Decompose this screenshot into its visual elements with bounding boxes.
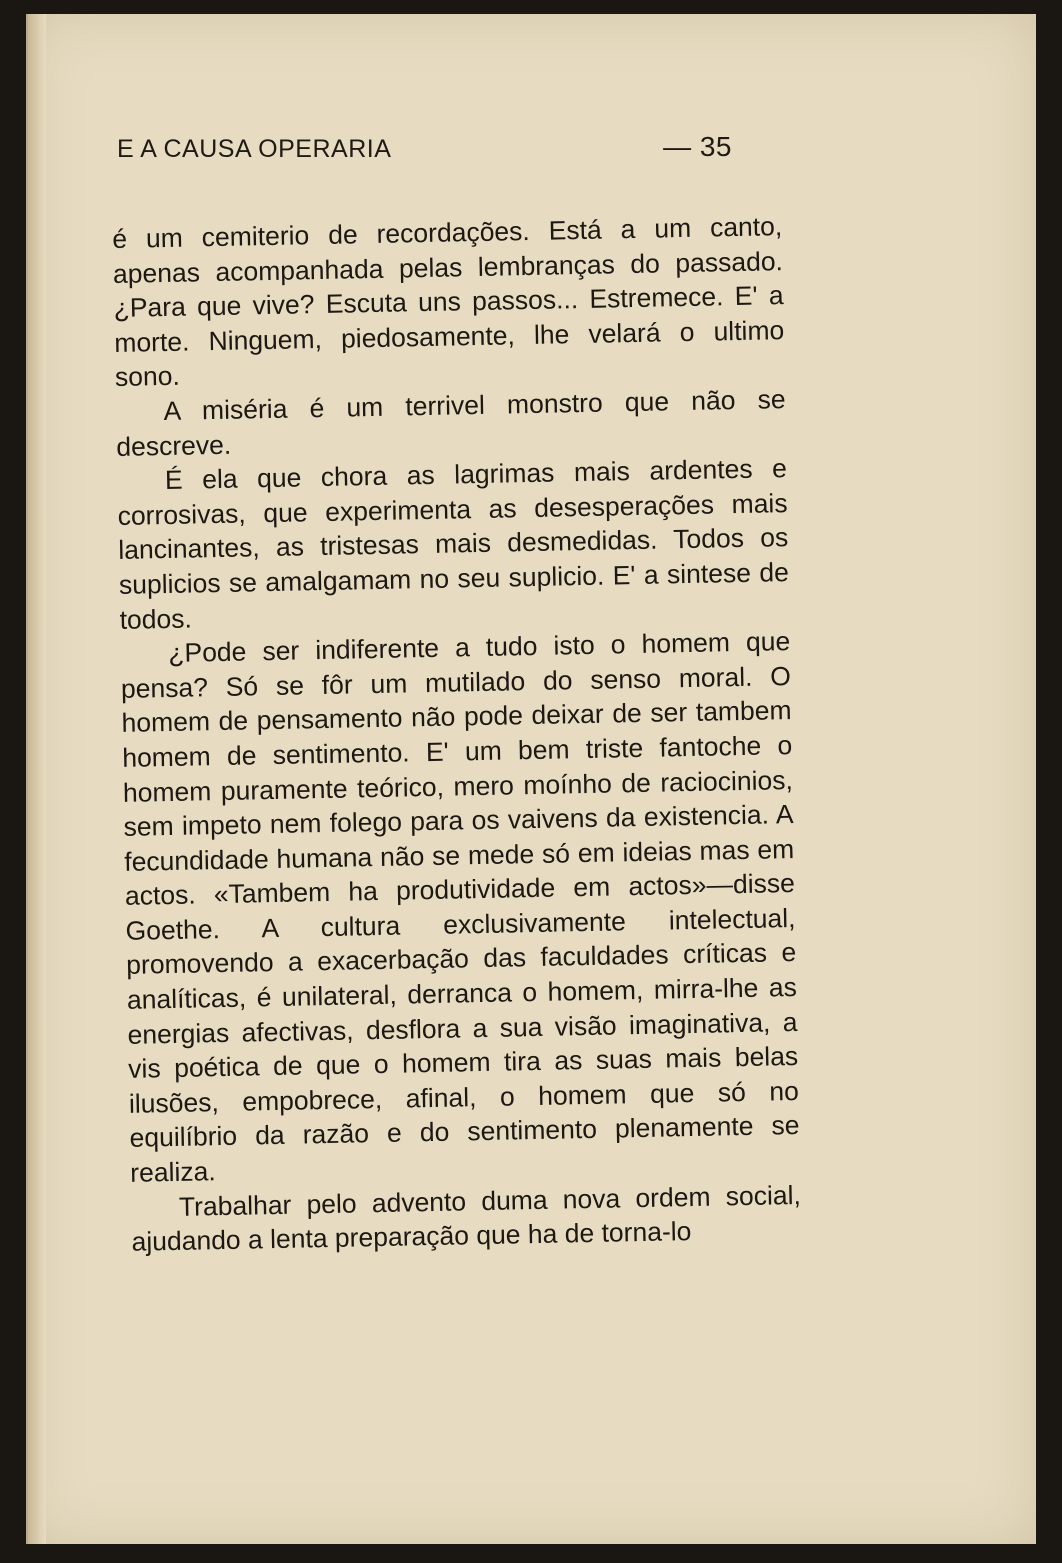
paragraph-1: é um cemiterio de recordações. Está a um canto, apenas acompanhada pelas lembranças do passado. ¿Para que vive? Escuta uns passos... Estremece. E' a morte. Ninguem, piedosamente, lhe velará o ultimo sono. [112,211,785,393]
running-header [117,125,732,175]
page-gutter [28,14,46,1544]
chapter-title: E A CAUSA OPERARIA [117,135,392,163]
paragraph-3: É ela que chora as lagrimas mais ardentes e corrosivas, que experimenta as desesperações mais lancinantes, as tristesas mais desmedidas. Todos os suplicios se amalgamam no seu suplicio. E' a sintese de todos. [117,453,790,635]
body-text [112,209,802,1259]
paragraph-2: A miséria é um terrivel monstro que não se descreve. [116,384,786,462]
paragraph-5: Trabalhar pelo advento duma nova ordem social, ajudando a lenta preparação que ha de torna-lo [131,1179,802,1258]
paragraph-4: ¿Pode ser indiferente a tudo isto o homem que pensa? Só se fôr um mutilado do senso moral. O homem de pensamento não pode deixar de ser tambem homem de sentimento. E' um bem triste fantoche o homem puramente teórico, mero moínho de raciocinios, sem impeto nem folego para os vaivens da existencia. A fecundidade humana não se mede só em ideias mas em actos. «Tambem ha produtividade em actos»—disse Goethe. A cultura exclusivamente intelectual, promovendo a exacerbação das faculdades críticas e analíticas, é unilateral, derranca o homem, mirra-lhe as energias afectivas, desflora a sua visão imaginativa, a vis poética de que o homem tira as suas mais belas ilusões, empobrece, afinal, o homem que só no equilíbrio da razão e do sentimento plenamente se realiza. [120,626,800,1188]
page-number: — 35 [663,131,732,162]
